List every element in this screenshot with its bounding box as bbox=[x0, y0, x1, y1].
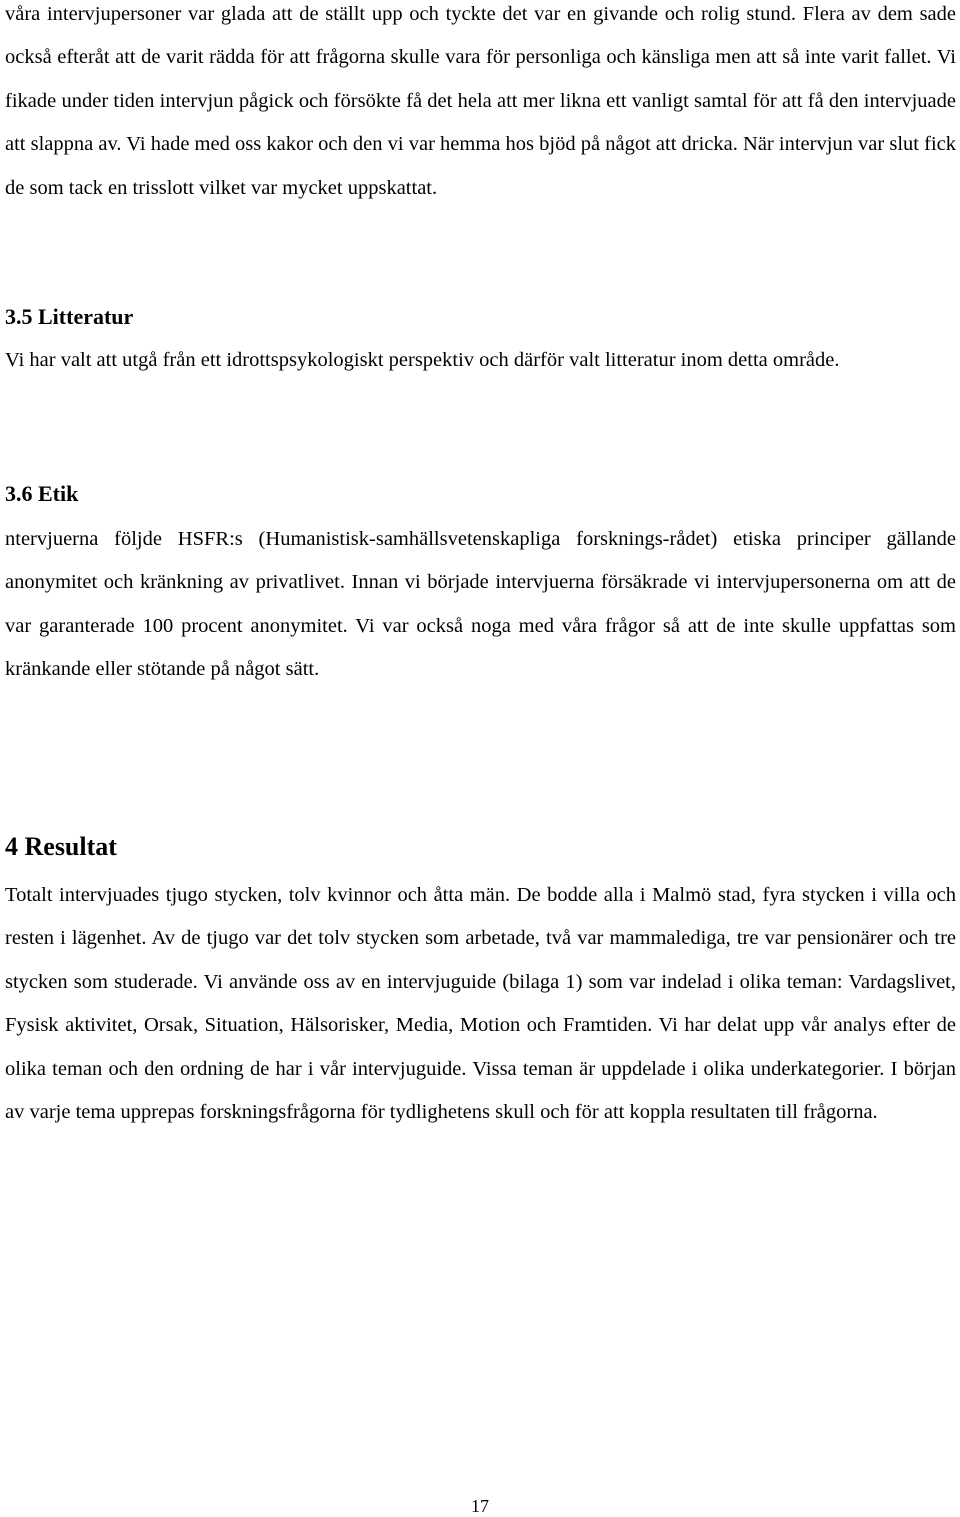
section-4-paragraph: Totalt intervjuades tjugo stycken, tolv kvinnor och åtta män. De bodde alla i Malmö stad, fyra stycken i villa och resten i lägenhet. Av de tjugo var det tolv stycken som arbetade, två var mammalediga, tre var pensionärer och tre stycken som studerade. Vi använde oss av en intervjuguide (bilaga 1) som var indelad i olika teman: Vardagslivet, Fysisk aktivitet, Orsak, Situation, Hälsorisker, Media, Motion och Framtiden. Vi har delat upp vår analys efter de olika teman och den ordning de har i vår intervjuguide. Vissa teman är uppdelade i olika underkategorier. I början av varje tema upprepas forskningsfrågorna för tydlighetens skull och för att koppla resultaten till frågorna. bbox=[5, 884, 956, 1124]
intro-paragraph: våra intervjupersoner var glada att de ställt upp och tyckte det var en givande och rolig stund. Flera av dem sade också efteråt att de varit rädda för att frågorna skulle vara för personliga och känsliga men att så inte varit fallet. Vi fikade under tiden intervjun pågick och försökte få det hela att mer likna ett vanligt samtal för att få den intervjuade att slappna av. Vi hade med oss kakor och den vi var hemma hos bjöd på något att dricka. När intervjun var slut fick de som tack en trisslott vilket var mycket uppskattat. bbox=[5, 3, 956, 199]
page-number: 17 bbox=[471, 1496, 489, 1516]
section-3-5-heading: 3.5 Litteratur bbox=[5, 304, 134, 329]
section-3-6-heading: 3.6 Etik bbox=[5, 481, 79, 506]
section-3-5-paragraph: Vi har valt att utgå från ett idrottspsykologiskt perspektiv och därför valt litteratur inom detta område. bbox=[5, 349, 840, 371]
section-4-heading: 4 Resultat bbox=[5, 832, 117, 861]
section-3-6-paragraph: ntervjuerna följde HSFR:s (Humanistisk-samhällsvetenskapliga forsknings-rådet) etiska principer gällande anonymitet och kränkning av privatlivet. Innan vi började intervjuerna försäkrade vi intervjupersonerna om att de var garanterade 100 procent anonymitet. Vi var också noga med våra frågor så att de inte skulle uppfattas som kränkande eller stötande på något sätt. bbox=[5, 528, 956, 681]
